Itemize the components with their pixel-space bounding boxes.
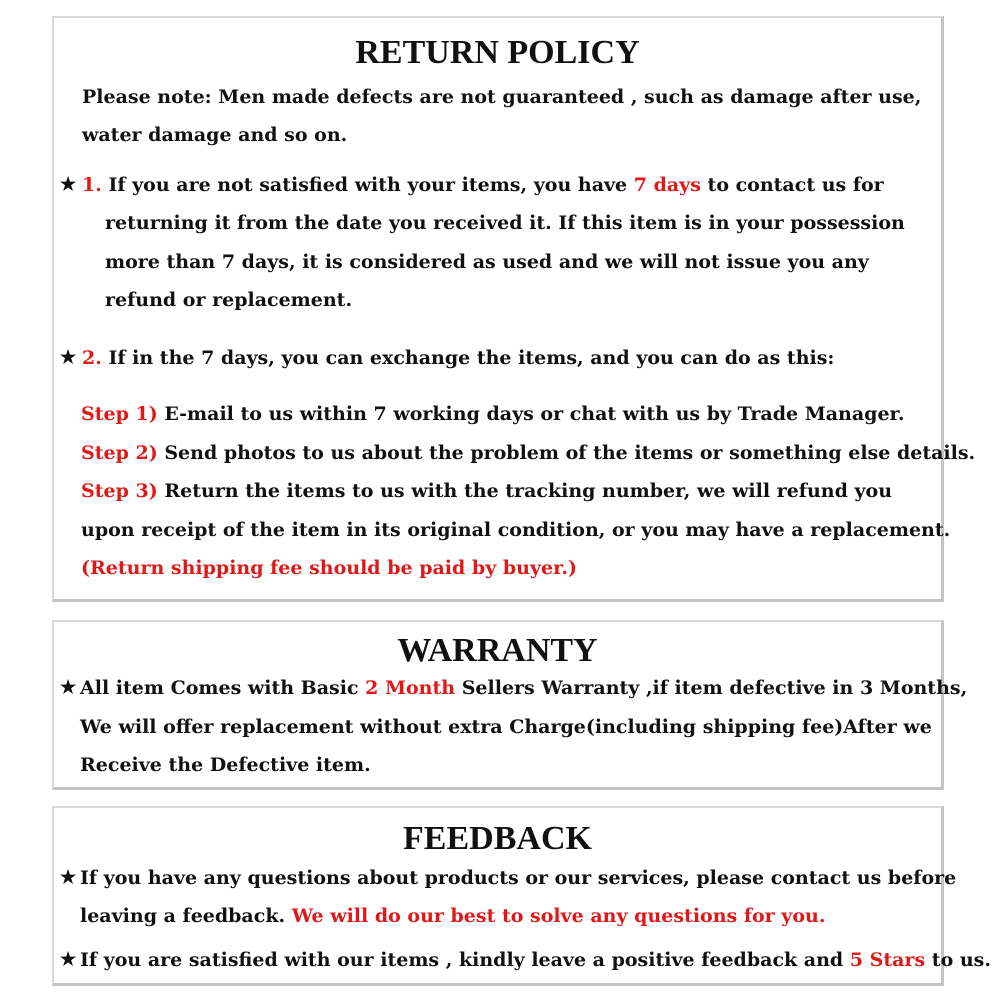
warranty-panel bbox=[52, 620, 968, 790]
warranty-text-b: Sellers Warranty ,if item defective in 3 Months, bbox=[455, 677, 968, 699]
warranty-line-2: We will offer replacement without extra Charge(including shipping fee)After we bbox=[80, 716, 932, 738]
policy-item-1-text-a: If you are not satisfied with your items, you have bbox=[108, 174, 634, 196]
step-1-text: E-mail to us within 7 working days or chat with us by Trade Manager. bbox=[157, 403, 905, 425]
policy-item-1 bbox=[82, 173, 884, 197]
warranty-highlight: 2 Month bbox=[365, 677, 456, 699]
step-2-label: Step 2) bbox=[81, 442, 158, 464]
star-icon: ★ bbox=[60, 347, 77, 368]
policy-item-1-text-b: to contact us for bbox=[700, 174, 884, 196]
feedback-panel bbox=[52, 806, 991, 986]
return-policy-title: RETURN POLICY bbox=[355, 34, 640, 71]
policy-item-1-line-4: refund or replacement. bbox=[105, 289, 353, 311]
feedback-item-1-line-2 bbox=[80, 904, 825, 928]
step-1 bbox=[81, 402, 904, 426]
shipping-fee-note: (Return shipping fee should be paid by buyer.) bbox=[81, 557, 577, 579]
feedback-item-2-text-b: to us. bbox=[925, 949, 991, 971]
feedback-item-2-text-a: If you are satisfied with our items , kindly leave a positive feedback and bbox=[80, 949, 850, 971]
policy-item-1-highlight: 7 days bbox=[633, 174, 701, 196]
star-icon: ★ bbox=[60, 949, 77, 970]
star-icon: ★ bbox=[60, 174, 77, 195]
return-policy-panel bbox=[52, 16, 976, 602]
step-3-label: Step 3) bbox=[81, 480, 158, 502]
feedback-item-1-text: leaving a feedback. bbox=[80, 905, 292, 927]
policy-item-2-text: If in the 7 days, you can exchange the items, and you can do as this: bbox=[108, 347, 835, 369]
policy-item-1-number: 1. bbox=[82, 174, 102, 196]
warranty-title: WARRANTY bbox=[397, 632, 598, 669]
step-2-text: Send photos to us about the problem of the items or something else details. bbox=[157, 442, 976, 464]
policy-item-1-line-3: more than 7 days, it is considered as used and we will not issue you any bbox=[105, 251, 869, 273]
step-2 bbox=[81, 441, 975, 465]
star-icon: ★ bbox=[60, 677, 77, 698]
feedback-item-1-highlight: We will do our best to solve any questions for you. bbox=[291, 905, 826, 927]
feedback-item-2-highlight: 5 Stars bbox=[849, 949, 926, 971]
policy-item-1-line-2: returning it from the date you received it. If this item is in your possession bbox=[105, 212, 905, 234]
warranty-line-1 bbox=[80, 676, 967, 700]
feedback-title: FEEDBACK bbox=[403, 820, 592, 857]
note-line-1: Please note: Men made defects are not guaranteed , such as damage after use, bbox=[82, 86, 922, 108]
feedback-item-2 bbox=[80, 948, 991, 972]
policy-item-2-number: 2. bbox=[82, 347, 102, 369]
warranty-line-3: Receive the Defective item. bbox=[80, 754, 371, 776]
note-line-2: water damage and so on. bbox=[82, 124, 348, 146]
step-3 bbox=[81, 479, 892, 503]
policy-item-2 bbox=[82, 346, 834, 370]
star-icon: ★ bbox=[60, 867, 77, 888]
feedback-item-1-line-1: If you have any questions about products or our services, please contact us before bbox=[80, 867, 957, 889]
warranty-text-a: All item Comes with Basic bbox=[80, 677, 366, 699]
step-3-text: Return the items to us with the tracking number, we will refund you bbox=[157, 480, 893, 502]
step-1-label: Step 1) bbox=[81, 403, 158, 425]
step-3-line-2: upon receipt of the item in its original condition, or you may have a replacement. bbox=[81, 519, 951, 541]
